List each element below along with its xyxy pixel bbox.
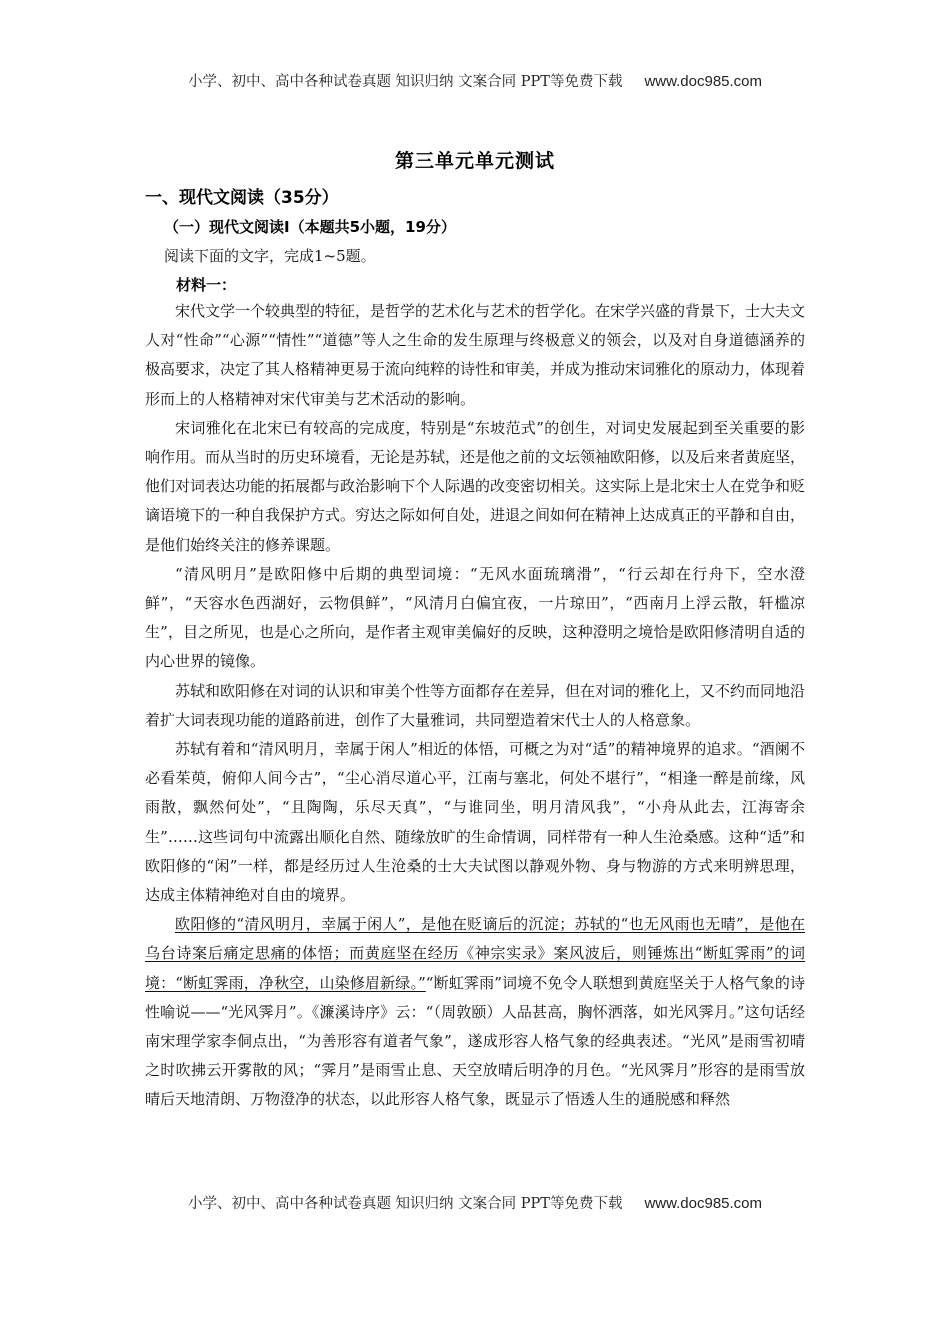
paragraph-4: 苏轼和欧阳修在对词的认识和审美个性等方面都存在差异，但在对词的雅化上，又不约而同地沿着扩大词表现功能的道路前进，创作了大量雅词，共同塑造着宋代士人的人格意象。 [145, 681, 806, 729]
page-header [0, 70, 950, 91]
material-label: 材料一： [176, 276, 237, 294]
page-footer [0, 1192, 950, 1213]
subsection-heading: （一）现代文阅读Ⅰ（本题共5小题，19分） [164, 218, 456, 236]
paragraph-3: “清风明月”是欧阳修中后期的典型词境：“无风水面琉璃滑”，“行云却在行舟下，空水澄鲜”，“天容水色西湖好，云物俱鲜”，“风清月白偏宜夜，一片琼田”，“西南月上浮云散，轩槛凉生”，目之所见，也是心之所向，是作者主观审美偏好的反映，这种澄明之境恰是欧阳修清明自适的内心世界的镜像。 [145, 564, 805, 671]
underlined-passage: 欧阳修的“清风明月，幸属于闲人”，是他在贬谪后的沉淀；苏轼的“也无风雨也无晴”，是他在乌台诗案后痛定思痛的体悟；而黄庭坚在经历《神宗实录》案风波后，则锤炼出“断虹霁雨”的词境：“断虹霁雨，净秋空，山染修眉新绿。” [145, 915, 805, 992]
footer-site[interactable]: www.doc985.com [644, 1195, 763, 1212]
header-site[interactable]: www.doc985.com [644, 73, 763, 90]
paragraph-1: 宋代文学一个较典型的特征，是哲学的艺术化与艺术的哲学化。在宋学兴盛的背景下，士大夫文人对“性命”“心源”“情性”“道德”等人之生命的发生原理与终极意义的领会，以及对自身道德涵养的极高要求，决定了其人格精神更易于流向纯粹的诗性和审美，并成为推动宋词雅化的原动力，体现着形而上的人格精神对宋代审美与艺术活动的影响。 [145, 302, 806, 408]
paragraph-6-rest: “断虹霁雨”词境不免令人联想到黄庭坚关于人格气象的诗性喻说——“光风霁月”。《濂溪诗序》云：“（周敦颐）人品甚高，胸怀洒落，如光风霁月。”这句话经南宋理学家李侗点出，“为善形容有道者气象”，遂成形容人格气象的经典表述。“光风”是雨雪初晴之时吹拂云开雾散的风；“霁月”是雨雪止息、天空放晴后明净的月色。“光风霁月”形容的是雨雪放晴后天地清朗、万物澄净的状态，以此形容人格气象，既显示了悟透人生的通脱感和释然 [145, 973, 805, 1109]
section-heading: 一、现代文阅读（35分） [145, 188, 339, 208]
paragraph-6 [145, 910, 805, 1114]
footer-text: 小学、初中、高中各种试卷真题 知识归纳 文案合同 PPT等免费下载 [187, 1196, 623, 1212]
paragraph-5: 苏轼有着和“清风明月，幸属于闲人”相近的体悟，可概之为对“适”的精神境界的追求。“酒阑不必看茱萸，俯仰人间今古”，“尘心消尽道心平，江南与塞北，何处不堪行”，“相逢一醉是前缘，风雨散，飘然何处”，“且陶陶，乐尽天真”，“与谁同坐，明月清风我”，“小舟从此去，江海寄余生”……这些词句中流露出顺化自然、随缘放旷的生命情调，同样带有一种人生沧桑感。这种“适”和欧阳修的“闲”一样，都是经历过人生沧桑的士大夫试图以静观外物、身与物游的方式来明辨思理，达成主体精神绝对自由的境界。 [145, 740, 805, 905]
paragraph-2: 宋词雅化在北宋已有较高的完成度，特别是“东坡范式”的创生，对词史发展起到至关重要的影响作用。而从当时的历史环境看，无论是苏轼，还是他之前的文坛领袖欧阳修，以及后来者黄庭坚，他们对词表达功能的拓展都与政治影响下个人际遇的改变密切相关。这实际上是北宋士人在党争和贬谪语境下的一种自我保护方式。穷达之际如何自处，进退之间如何在精神上达成真正的平静和自由，是他们始终关注的修养课题。 [145, 418, 806, 554]
material-body [145, 297, 805, 1115]
page-title: 第三单元单元测试 [394, 150, 555, 172]
header-text: 小学、初中、高中各种试卷真题 知识归纳 文案合同 PPT等免费下载 [187, 74, 623, 90]
instruction-text: 阅读下面的文字，完成1~5题。 [164, 247, 376, 265]
